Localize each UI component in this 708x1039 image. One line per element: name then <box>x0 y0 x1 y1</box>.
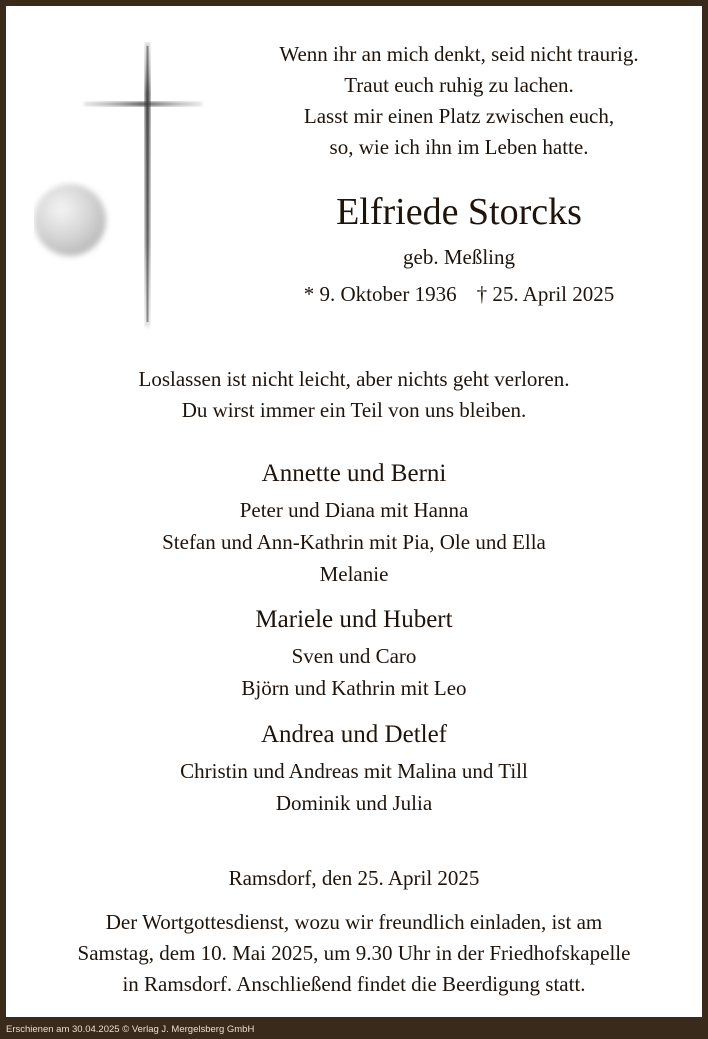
quote-line: Du wirst immer ein Teil von uns bleiben. <box>181 398 527 422</box>
poem-line: Traut euch ruhig zu lachen. <box>344 73 574 97</box>
cross-with-sphere-icon <box>34 42 214 332</box>
place-date: Ramsdorf, den 25. April 2025 <box>228 866 480 890</box>
service-line: Samstag, dem 10. Mai 2025, um 9.30 Uhr in der Friedhofskapelle <box>77 941 631 965</box>
family-member: Sven und Caro <box>291 644 417 668</box>
family-head: Annette und Berni <box>261 460 447 487</box>
family-member: Christin und Andreas mit Malina und Till <box>180 759 528 783</box>
publication-credit: Erschienen am 30.04.2025 © Verlag J. Mergelsberg GmbH <box>6 1024 255 1035</box>
family-member: Dominik und Julia <box>275 791 433 815</box>
quote-line: Loslassen ist nicht leicht, aber nichts geht verloren. <box>138 367 570 391</box>
service-line: Der Wortgottesdienst, wozu wir freundlich einladen, ist am <box>105 910 603 934</box>
poem-line: Lasst mir einen Platz zwischen euch, <box>303 104 615 128</box>
birth-date: * 9. Oktober 1936 <box>303 282 457 306</box>
obituary-card <box>6 6 702 1017</box>
service-line: in Ramsdorf. Anschließend findet die Beerdigung statt. <box>122 972 586 996</box>
family-member: Melanie <box>319 562 389 586</box>
family-member: Björn und Kathrin mit Leo <box>241 676 467 700</box>
death-date: † 25. April 2025 <box>476 282 615 306</box>
deceased-name: Elfriede Storcks <box>336 191 582 233</box>
maiden-name: geb. Meßling <box>403 245 515 269</box>
poem-line: so, wie ich ihn im Leben hatte. <box>329 135 589 159</box>
family-head: Mariele und Hubert <box>255 606 453 633</box>
family-head: Andrea und Detlef <box>260 721 448 748</box>
poem-line: Wenn ihr an mich denkt, seid nicht traurig. <box>279 42 639 66</box>
family-member: Stefan und Ann-Kathrin mit Pia, Ole und Ella <box>162 530 546 554</box>
family-member: Peter und Diana mit Hanna <box>239 498 469 522</box>
life-dates <box>216 282 702 307</box>
